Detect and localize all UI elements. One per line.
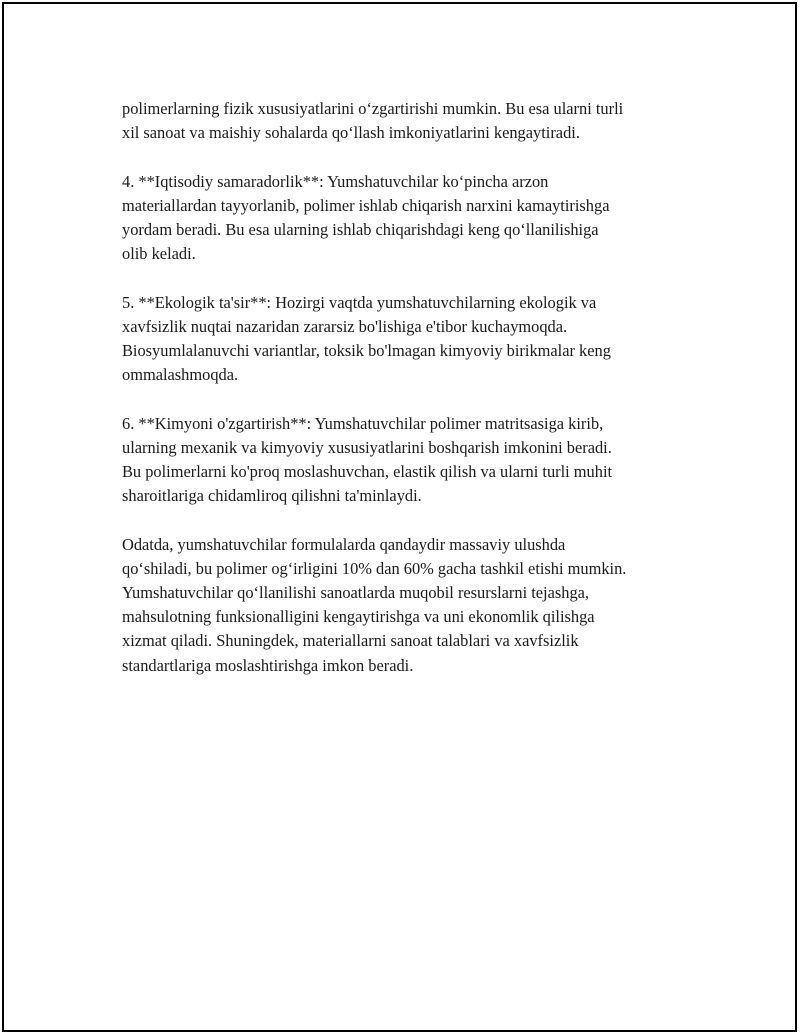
- document-body: [122, 97, 702, 678]
- page-frame: [2, 2, 797, 1032]
- paragraph-chemistry-change: 6. **Kimyoni o'zgartirish**: Yumshatuvchilar polimer matritsasiga kirib, ularning mexanik va kimyoviy xususiyatlarini boshqarish imkonini beradi. Bu polimerlarni ko'proq moslashuvchan, elastik qilish va ularni turli muhit sharoitlariga chidamliroq qilishni ta'minlaydi.: [122, 413, 613, 506]
- paragraph-summary: Odatda, yumshatuvchilar formulalarda qandaydir massaviy ulushda qoʻshiladi, bu polimer ogʻirligini 10% dan 60% gacha tashkil etishi mumkin. Yumshatuvchilar qoʻllanilishi sanoatlarda muqobil resurslarni tejashga, mahsulotning funksionalligini kengaytirishga va uni ekonomlik qilishga xizmat qiladi. Shuningdek, materiallarni sanoat talablari va xavfsizlik standartlariga moslashtirishga imkon beradi.: [122, 534, 627, 675]
- paragraph-ecological-impact: 5. **Ekologik ta'sir**: Hozirgi vaqtda yumshatuvchilarning ekologik va xavfsizlik nuqtai nazaridan zararsiz bo'lishiga e'tibor kuchaymoqda. Biosyumlalanuvchi variantlar, toksik bo'lmagan kimyoviy birikmalar keng ommalashmoqda.: [122, 292, 611, 385]
- paragraph-continuation: polimerlarning fizik xususiyatlarini oʻzgartirishi mumkin. Bu esa ularni turli xil sanoat va maishiy sohalarda qoʻllash imkoniyatlarini kengaytiradi.: [122, 99, 624, 143]
- paragraph-economic-efficiency: 4. **Iqtisodiy samaradorlik**: Yumshatuvchilar koʻpincha arzon materiallardan tayyorlanib, polimer ishlab chiqarish narxini kamaytirishga yordam beradi. Bu esa ularning ishlab chiqarishdagi keng qoʻllanilishiga olib keladi.: [122, 171, 610, 264]
